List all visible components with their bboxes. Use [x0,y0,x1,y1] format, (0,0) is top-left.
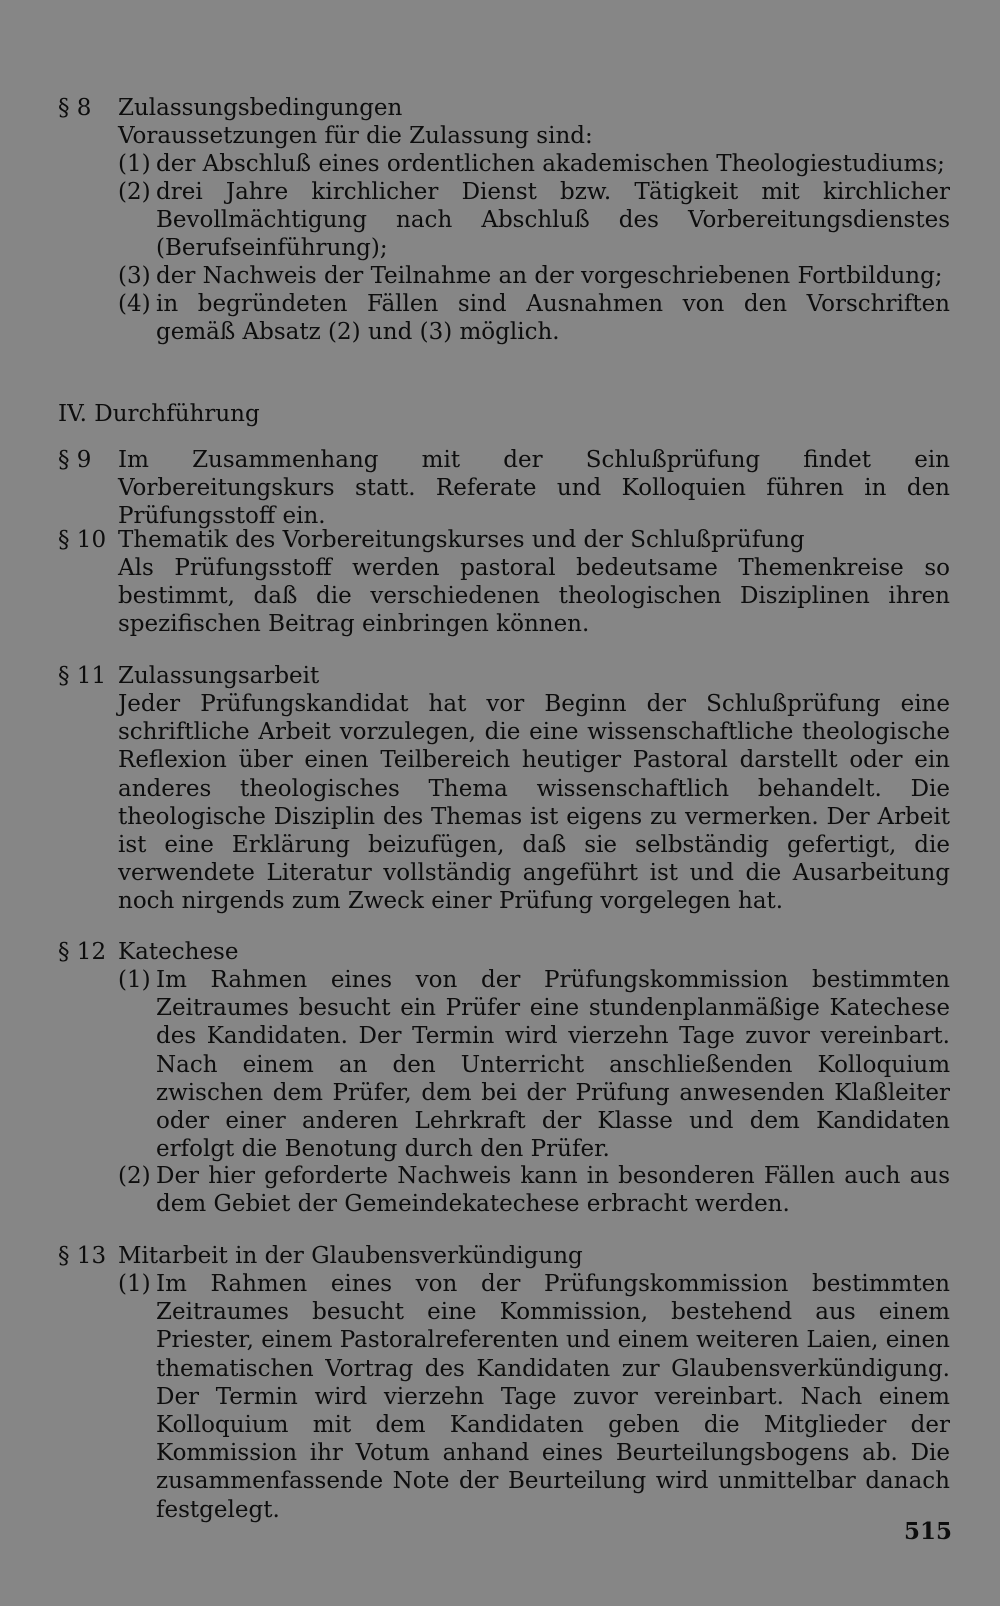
section-8-number: § 8 [58,95,92,121]
chapter-heading: IV. Durchführung [58,401,260,427]
item-text: Im Rahmen eines von der Prüfungskommission bestimmten Zeitraumes besucht eine Kommission, bestehend aus einem Priester, einem Pastoralreferenten und einem weiteren Laien, einen thematischen Vortrag des Kandidaten zur Glaubensverkündigung. Der Termin wird vierzehn Tage zuvor vereinbart. Nach einem Kolloquium mit dem Kandidaten geben die Mitglieder der Kommission ihr Votum anhand eines Beurteilungsbogens ab. Die zusammenfassende Note der Beurteilung wird unmittelbar danach festgelegt. [156,1271,950,1523]
item-label: (1) [118,151,151,177]
section-9-number: § 9 [58,447,92,473]
section-10-title: Thematik des Vorbereitungskurses und der Schlußprüfung [118,527,805,553]
item-text: drei Jahre kirchlicher Dienst bzw. Tätigkeit mit kirchlicher Bevollmächtigung nach Abschluß des Vorbereitungsdienstes (Berufseinführung); [156,179,950,262]
item-label: (1) [118,1271,151,1297]
section-13-title: Mitarbeit in der Glaubensverkündigung [118,1243,583,1269]
section-13-number: § 13 [58,1243,107,1269]
item-text: Im Rahmen eines von der Prüfungskommission bestimmten Zeitraumes besucht ein Prüfer eine stundenplanmäßige Katechese des Kandidaten. Der Termin wird vierzehn Tage zuvor vereinbart. Nach einem an den Unterricht anschließenden Kolloquium zwischen dem Prüfer, dem bei der Prüfung anwesenden Klaßleiter oder einer anderen Lehrkraft der Klasse und dem Kandidaten erfolgt die Benotung durch den Prüfer. [156,967,950,1163]
section-9-text: Im Zusammenhang mit der Schlußprüfung findet ein Vorbereitungskurs statt. Referate und Kolloquien führen in den Prüfungsstoff ein. [118,447,950,530]
item-label: (1) [118,967,151,993]
item-text: in begründeten Fällen sind Ausnahmen von den Vorschriften gemäß Absatz (2) und (3) möglich. [156,291,950,346]
section-12-number: § 12 [58,939,107,965]
section-8-intro: Voraussetzungen für die Zulassung sind: [118,123,593,149]
section-11-number: § 11 [58,663,107,689]
item-label: (4) [118,291,151,317]
item-text: der Abschluß eines ordentlichen akademischen Theologiestudiums; [156,151,945,177]
section-11-text: Jeder Prüfungskandidat hat vor Beginn der Schlußprüfung eine schriftliche Arbeit vorzulegen, die eine wissenschaftliche theologische Reflexion über einen Teilbereich heutiger Pastoral darstellt oder ein anderes theologisches Thema wissenschaftlich behandelt. Die theologische Disziplin des Themas ist eigens zu vermerken. Der Arbeit ist eine Erklärung beizufügen, daß sie selbständig gefertigt, die verwendete Literatur vollständig angeführt ist und die Ausarbeitung noch nirgends zum Zweck einer Prüfung vorgelegen hat. [118,691,950,915]
section-11-title: Zulassungsarbeit [118,663,320,689]
item-label: (2) [118,179,151,205]
section-8-title: Zulassungsbedingungen [118,95,403,121]
item-text: Der hier geforderte Nachweis kann in besonderen Fällen auch aus dem Gebiet der Gemeindekatechese erbracht werden. [156,1163,950,1218]
page-number: 515 [903,1518,952,1545]
section-12-title: Katechese [118,939,239,965]
section-10-text: Als Prüfungsstoff werden pastoral bedeutsame Themenkreise so bestimmt, daß die verschiedenen theologischen Disziplinen ihren spezifischen Beitrag einbringen können. [118,555,950,638]
item-text: der Nachweis der Teilnahme an der vorgeschriebenen Fortbildung; [156,263,943,289]
item-label: (3) [118,263,151,289]
section-10-number: § 10 [58,527,107,553]
item-label: (2) [118,1163,151,1189]
